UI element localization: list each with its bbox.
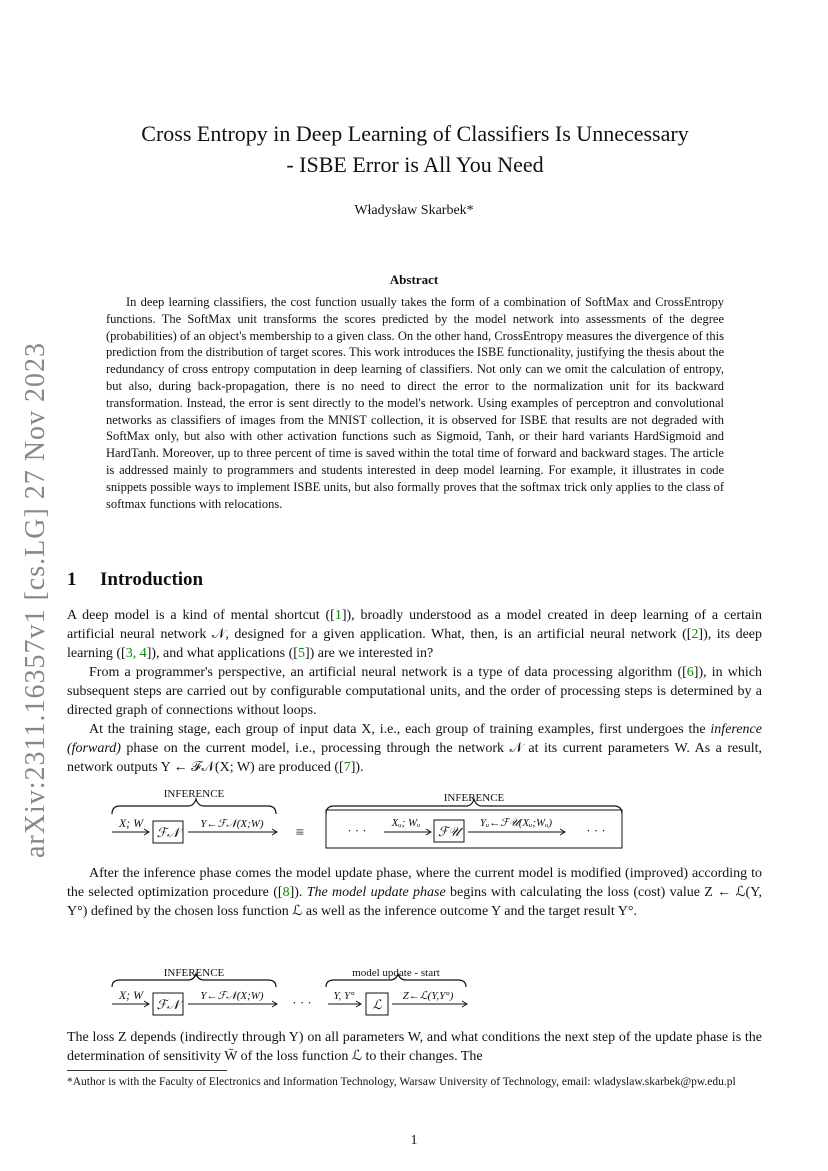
ellipsis: · · · — [292, 995, 312, 1010]
arxiv-identifier — [4, 341, 68, 859]
ellipsis: · · · — [347, 823, 367, 838]
input-label: X; W — [118, 988, 144, 1002]
unit-output-label: Yᵤ←ℱ𝒰(Xᵤ;Wᵤ) — [479, 817, 553, 829]
title-line-2: - ISBE Error is All You Need — [286, 152, 544, 177]
citation-link[interactable]: 6 — [686, 665, 694, 680]
abstract-text: In deep learning classifiers, the cost function usually takes the form of a combination of SoftMax and CrossEntropy functions. The SoftMax unit transforms the scores predicted by the model network into assessments of the degree (probabilities) of an object's membership to a given class. On the other hand, CrossEntropy measures the divergence of this prediction from the distribution of target scores. This work introduces the ISBE functionality, justifying the thesis about the redundancy of cross entropy computation in deep learning of classifiers. Not only can we omit the calculation of entropy, but also, during back-propagation, there is no need to direct the error to the normalization unit for its backward transformation. Instead, the error is sent directly to the model's network. Using examples of perceptron and convolutional networks as classifiers of images from the MNIST collection, it is observed for ISBE that results are not degraded with SoftMax only, but also with other activation functions such as Sigmoid, Tanh, or their hard variants HardSigmoid and HardTanh. Moreover, up to three percent of time is saved within the total time of forward and backward stages. The article is addressed mainly to programmers and students interested in deep model learning. For example, it illustrates in code snippets possible ways to implement ISBE units, but also formally proves that the softmax trick only applies to the class of softmax functions with relocations. — [106, 295, 724, 511]
citation-link[interactable]: 7 — [343, 760, 351, 775]
citation-link[interactable]: 5 — [297, 646, 305, 661]
output-label: Y←ℱ𝒩(X;W) — [200, 990, 264, 1002]
section-title: Introduction — [100, 569, 204, 590]
paragraph-3: At the training stage, each group of input data X, i.e., each group of training examples, first undergoes the inference (forward) phase on the current model, i.e., processing through the network 𝒩 at its current parameters W. As a result, network outputs Y ← ℱ𝒩(X; W) are produced ([7]). — [67, 722, 762, 775]
paragraph-1: A deep model is a kind of mental shortcut ([1]), broadly understood as a model created in deep learning of a certain artificial neural network 𝒩, designed for a given application. What, then, is an artificial neural network ([2]), its deep learning ([3, 4]), and what applications ([5]) are we interested in? — [67, 608, 763, 661]
paragraph-2: From a programmer's perspective, an artificial neural network is a type of data processing algorithm ([6]), in which subsequent steps are carried out by configurable computational units, and the order of processing steps is determined by a directed graph of connections without loops. — [67, 665, 763, 718]
arxiv-identifier-text: arXiv:2311.16357v1 [cs.LG] 27 Nov 2023 — [20, 341, 52, 859]
model-update-label: model update - start — [352, 967, 440, 979]
section-heading — [67, 569, 203, 591]
citation-link[interactable]: 8 — [282, 885, 290, 900]
network-box-label: ℱ𝒩 — [156, 825, 180, 840]
author-name: Władysław Skarbek* — [354, 203, 474, 218]
footnote: *Author is with the Faculty of Electronics and Information Technology, Warsaw University of Technology, email: wladyslaw.skarbek@pw.edu.pl — [67, 1076, 736, 1088]
ellipsis: · · · — [586, 823, 606, 838]
update-start-diagram — [0, 962, 828, 1022]
loss-input-label: Y, Y° — [333, 990, 355, 1002]
network-box-label: ℱ𝒩 — [156, 997, 180, 1012]
inference-label: INFERENCE — [443, 792, 505, 804]
paragraph-4-block — [67, 864, 762, 921]
footnote-divider — [67, 1070, 227, 1071]
paragraph-5: The loss Z depends (indirectly through Y) on all parameters W, and what conditions the next step of the update phase is the determination of sensitivity W̄ of the loss function ℒ to their changes. The — [67, 1030, 762, 1064]
citation-link[interactable]: 1 — [334, 608, 342, 623]
paragraph-5-block — [67, 1028, 762, 1066]
input-label: X; W — [118, 816, 144, 830]
abstract-heading: Abstract — [389, 272, 439, 287]
paragraph-4: After the inference phase comes the model update phase, where the current model is modified (improved) according to the selected optimization procedure ([8]). The model update phase begins with calculating the loss (cost) value Z ← ℒ(Y, Y°) defined by the chosen loss function ℒ as well as the inference outcome Y and the target result Y°. — [67, 866, 763, 919]
section-number: 1 — [67, 569, 77, 590]
unit-input-label: Xᵤ; Wᵤ — [391, 817, 421, 829]
loss-output-label: Z←ℒ(Y,Y°) — [402, 990, 454, 1002]
paper-title — [90, 118, 740, 180]
citation-link[interactable]: 3, 4 — [125, 646, 147, 661]
equivalence-symbol: ≡ — [295, 825, 305, 841]
title-line-1: Cross Entropy in Deep Learning of Classifiers Is Unnecessary — [141, 121, 689, 146]
inference-label: INFERENCE — [163, 790, 225, 800]
unit-graph-box — [326, 810, 622, 848]
page-number: 1 — [410, 1133, 418, 1148]
intro-paragraphs — [67, 606, 762, 777]
inference-label: INFERENCE — [163, 967, 225, 979]
loss-box-label: ℒ — [372, 997, 382, 1012]
overbrace — [112, 799, 276, 814]
output-label: Y←ℱ𝒩(X;W) — [200, 818, 264, 830]
inference-diagram — [0, 790, 828, 852]
citation-link[interactable]: 2 — [691, 627, 699, 642]
unit-box-label: ℱ𝒰 — [438, 824, 460, 839]
